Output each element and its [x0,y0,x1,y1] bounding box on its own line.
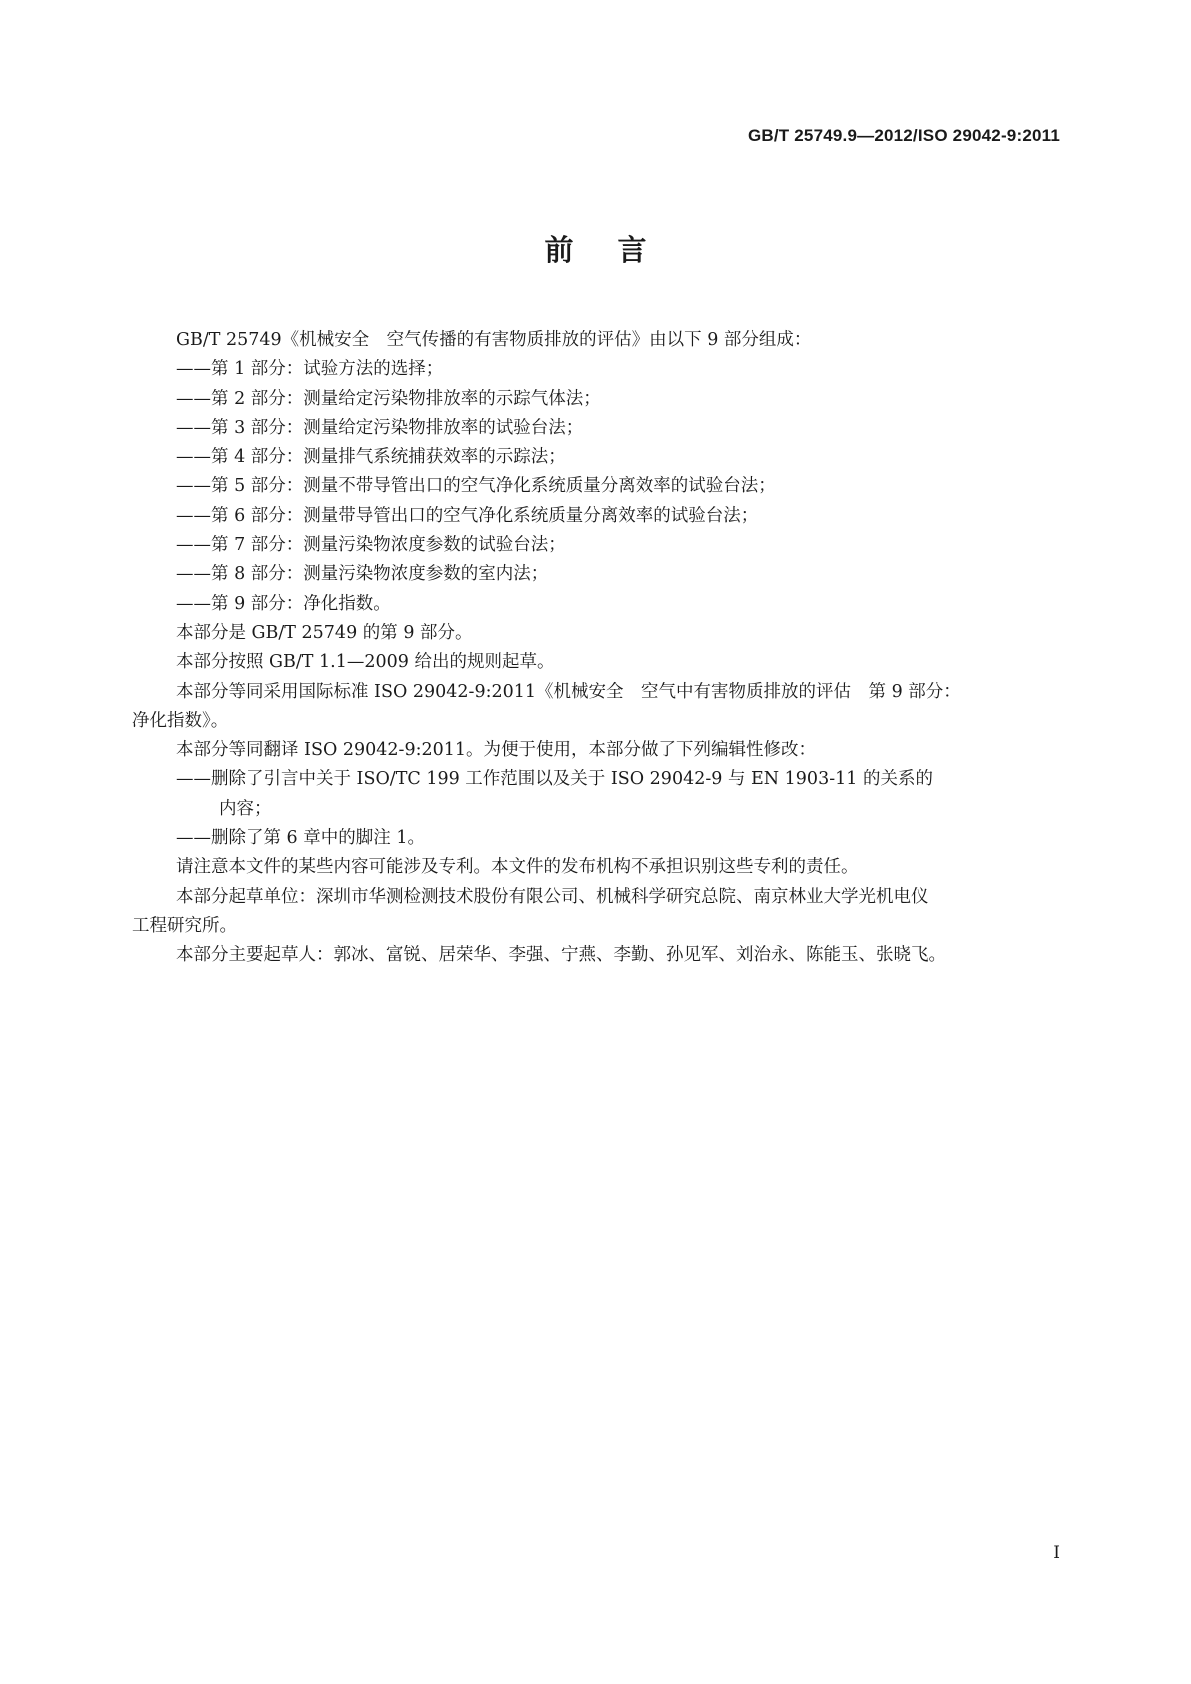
paragraph: 本部分等同采用国际标准 ISO 29042-9:2011《机械安全 空气中有害物质排放的评估 第 9 部分： [176,681,961,702]
paragraph: 请注意本文件的某些内容可能涉及专利。本文件的发布机构不承担识别这些专利的责任。 [176,857,859,878]
modification-list-item: ——删除了第 6 章中的脚注 1。 [176,828,425,849]
paragraph-continuation: 净化指数》。 [132,710,229,731]
paragraph: 本部分起草单位：深圳市华测检测技术股份有限公司、机械科学研究总院、南京林业大学光机电仪 [176,886,929,907]
part-list-item: ——第 5 部分：测量不带导管出口的空气净化系统质量分离效率的试验台法； [176,476,776,497]
paragraph: 本部分按照 GB/T 1.1—2009 给出的规则起草。 [176,652,555,673]
page-title: 前言 [544,233,691,267]
foreword-content [132,326,1060,971]
paragraph-continuation: 工程研究所。 [132,915,237,936]
page-number: I [1053,1543,1060,1563]
part-list-item: ——第 3 部分：测量给定污染物排放率的试验台法； [176,417,584,438]
modification-list-item-continuation: 内容； [219,798,272,819]
part-list-item: ——第 4 部分：测量排气系统捕获效率的示踪法； [176,447,566,468]
part-list-item: ——第 7 部分：测量污染物浓度参数的试验台法； [176,535,566,556]
modification-list-item: ——删除了引言中关于 ISO/TC 199 工作范围以及关于 ISO 29042-9 与 EN 1903-11 的关系的 [176,769,933,790]
part-list-item: ——第 9 部分：净化指数。 [176,593,391,614]
paragraph: 本部分等同翻译 ISO 29042-9:2011。为便于使用，本部分做了下列编辑性修改： [176,740,817,761]
paragraph: 本部分是 GB/T 25749 的第 9 部分。 [176,622,473,643]
part-list-item: ——第 8 部分：测量污染物浓度参数的室内法； [176,564,549,585]
standard-code-header: GB/T 25749.9—2012/ISO 29042-9:2011 [747,126,1060,145]
part-list-item: ——第 2 部分：测量给定污染物排放率的示踪气体法； [176,388,601,409]
part-list-item: ——第 6 部分：测量带导管出口的空气净化系统质量分离效率的试验台法； [176,505,759,526]
intro-paragraph: GB/T 25749《机械安全 空气传播的有害物质排放的评估》由以下 9 部分组成： [176,330,812,350]
part-list-item: ——第 1 部分：试验方法的选择； [176,359,444,380]
paragraph: 本部分主要起草人：郭冰、富锐、居荣华、李强、宁燕、李勤、孙见军、刘治永、陈能玉、张晓飞。 [176,945,946,966]
